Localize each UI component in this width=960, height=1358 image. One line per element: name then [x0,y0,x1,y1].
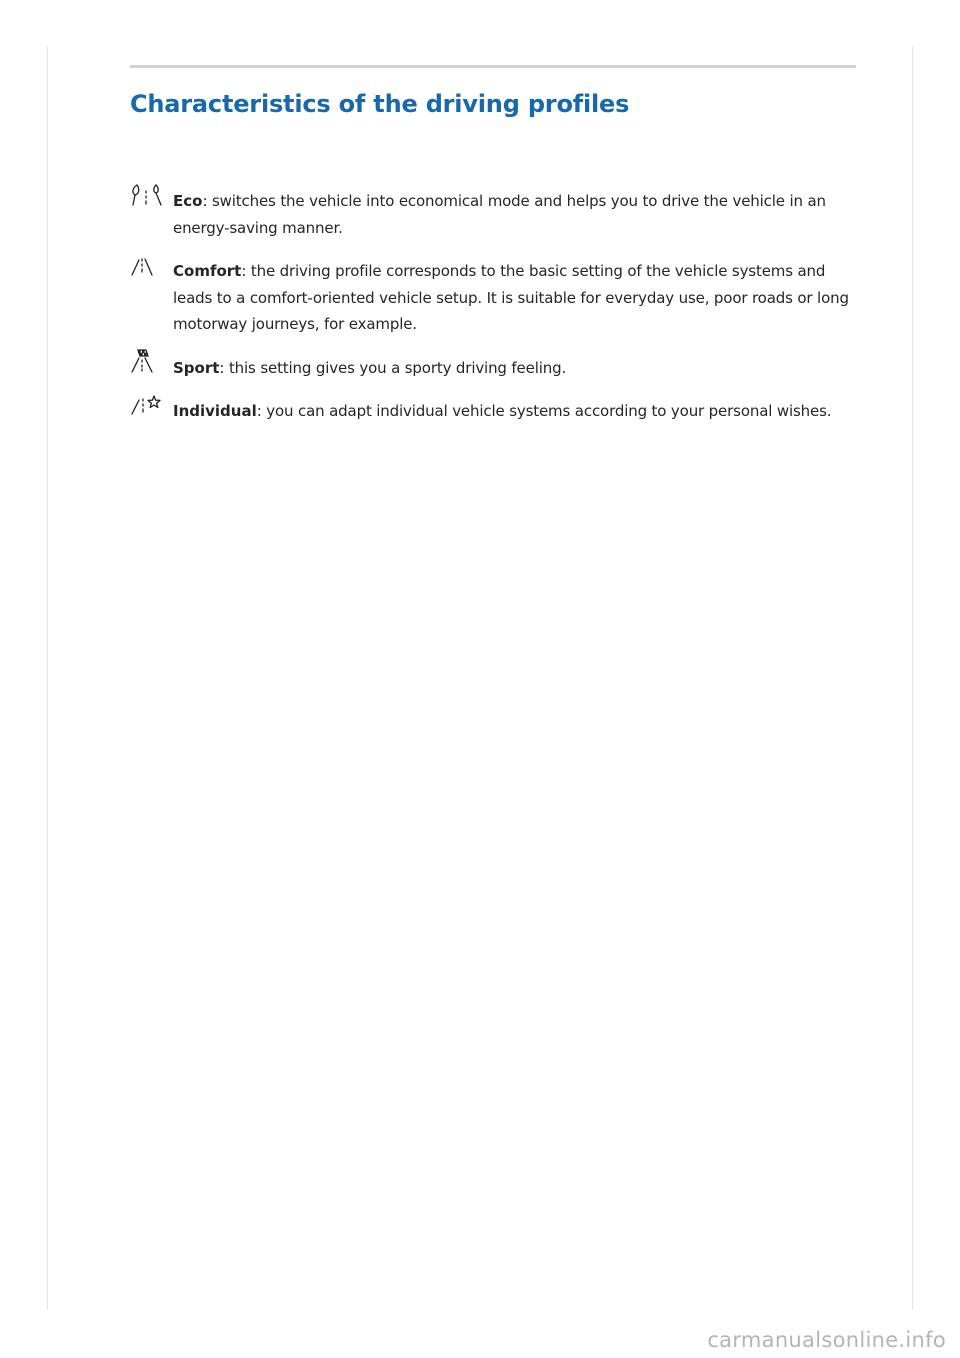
left-page-margin-line [47,46,48,1310]
watermark-text: carmanualsonline.info [707,1328,946,1352]
page-title: Characteristics of the driving profiles [130,90,630,118]
profile-name: Eco [173,192,203,210]
profile-name: Sport [173,358,220,377]
comfort-road-icon [130,251,154,277]
profile-sport [130,355,860,382]
driving-profile-list [130,188,860,442]
individual-star-road-icon [130,391,164,417]
right-page-margin-line [912,46,913,1310]
eco-road-icon [130,181,164,207]
profile-description: : this setting gives you a sporty driving feeling. [219,358,567,377]
header-rule [130,65,856,68]
profile-name: Individual [173,402,257,420]
profile-description: : you can adapt individual vehicle systems according to your personal wishes. [256,402,832,420]
profile-description: : switches the vehicle into economical mode and helps you to drive the vehicle in an energy-saving manner. [173,192,826,237]
sport-flag-road-icon [130,348,154,374]
profile-description: : the driving profile corresponds to the basic setting of the vehicle systems and leads to a comfort-oriented vehicle setup. It is suitable for everyday use, poor roads or long motorway journeys, for example. [173,262,849,333]
profile-name: Comfort [173,262,242,280]
profile-eco [130,188,860,241]
profile-individual [130,398,860,425]
profile-comfort [130,258,860,338]
